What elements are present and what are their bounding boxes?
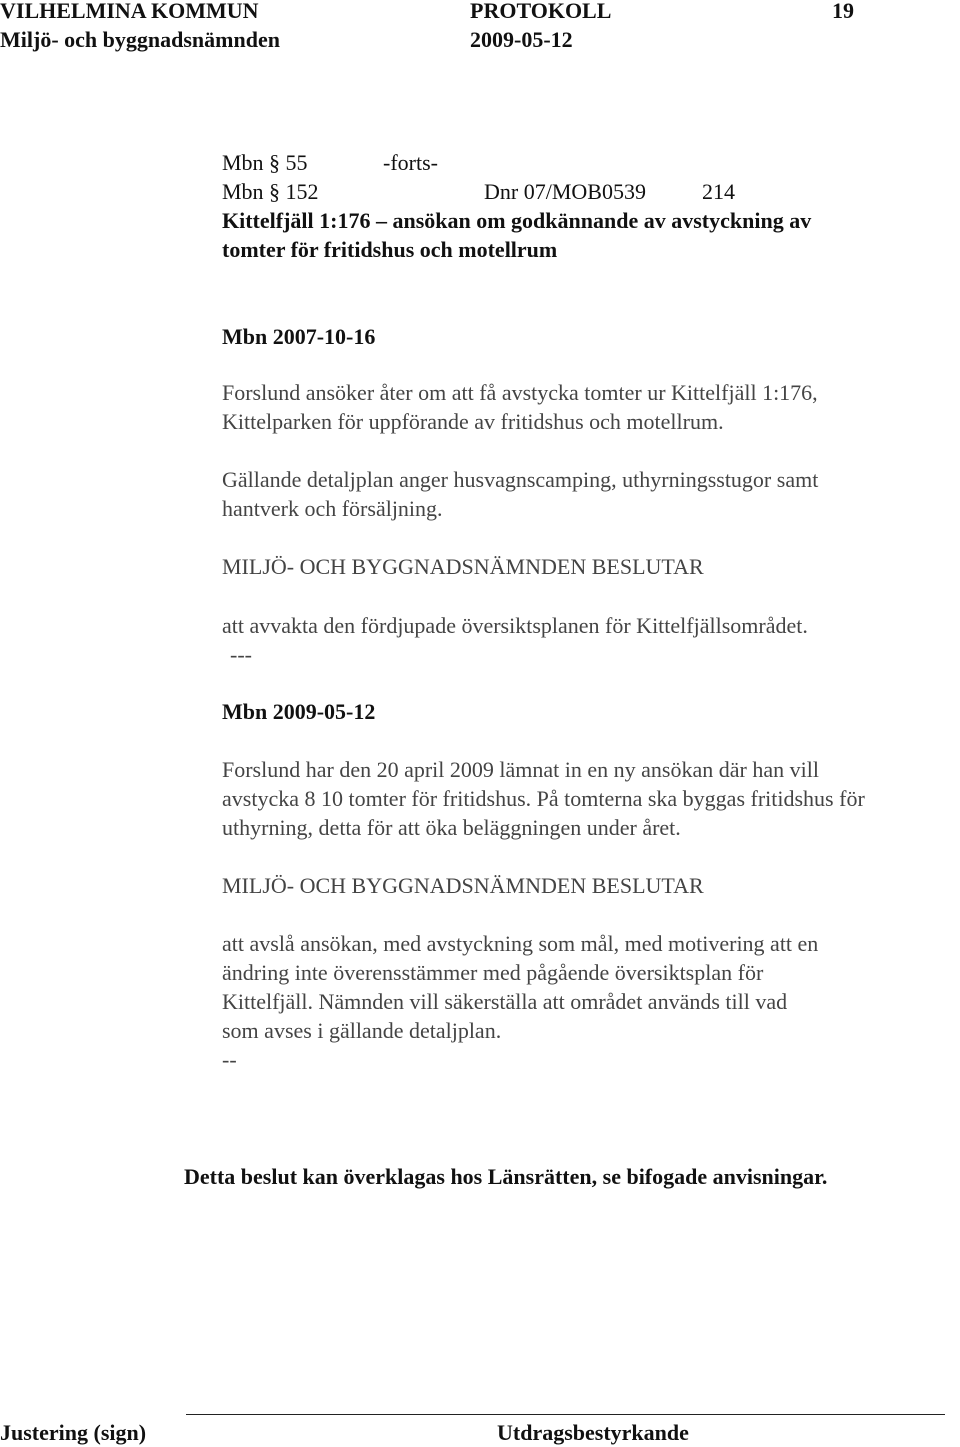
footer-justering: Justering (sign) (0, 1420, 147, 1445)
paragraph-line: uthyrning, detta för att öka beläggningen under året. (222, 815, 681, 840)
paragraph-line: Forslund ansöker åter om att få avstycka tomter ur Kittelfjäll 1:176, (222, 380, 818, 405)
decision-text-line: ändring inte överensstämmer med pågående översiktsplan för (222, 960, 764, 985)
decision-text: att avvakta den fördjupade översiktsplanen för Kittelfjällsområdet. (222, 613, 808, 638)
committee-name: Miljö- och byggnadsnämnden (0, 27, 280, 52)
paragraph-line: Kittelparken för uppförande av fritidshus och motellrum. (222, 409, 724, 434)
meeting-date: 2009-05-12 (470, 27, 573, 52)
signature-rule (186, 1414, 945, 1415)
reference-forts: -forts- (383, 150, 438, 175)
municipality-name: VILHELMINA KOMMUN (0, 0, 259, 23)
reference-mbn-55: Mbn § 55 (222, 150, 308, 175)
matter-title-line2: tomter för fritidshus och motellrum (222, 237, 558, 262)
page-number: 19 (832, 0, 854, 23)
separator: --- (230, 642, 252, 667)
decision-text-line: att avslå ansökan, med avstyckning som mål, med motivering att en (222, 931, 819, 956)
diary-number: Dnr 07/MOB0539 (484, 179, 646, 204)
reference-mbn-152: Mbn § 152 (222, 179, 319, 204)
decision-text-line: som avses i gällande detaljplan. (222, 1018, 502, 1043)
decision-heading: MILJÖ- OCH BYGGNADSNÄMNDEN BESLUTAR (222, 554, 704, 579)
separator: -- (222, 1047, 237, 1072)
matter-title-line1: Kittelfjäll 1:176 – ansökan om godkännande av avstyckning av (222, 208, 812, 233)
paragraph-line: hantverk och försäljning. (222, 496, 443, 521)
paragraph-line: Gällande detaljplan anger husvagnscamping, uthyrningsstugor samt (222, 467, 819, 492)
document-type: PROTOKOLL (470, 0, 612, 23)
decision-text-line: Kittelfjäll. Nämnden vill säkerställa att området används till vad (222, 989, 788, 1014)
archive-code: 214 (702, 179, 735, 204)
paragraph-line: Forslund har den 20 april 2009 lämnat in en ny ansökan där han vill (222, 757, 819, 782)
section-heading-2007: Mbn 2007-10-16 (222, 324, 376, 349)
section-heading-2009: Mbn 2009-05-12 (222, 699, 376, 724)
appeal-notice: Detta beslut kan överklagas hos Länsrätten, se bifogade anvisningar. (184, 1164, 828, 1189)
paragraph-line: avstycka 8 10 tomter för fritidshus. På tomterna ska byggas fritidshus för (222, 786, 865, 811)
footer-utdragsbestyrkande: Utdragsbestyrkande (497, 1420, 689, 1445)
decision-heading: MILJÖ- OCH BYGGNADSNÄMNDEN BESLUTAR (222, 873, 704, 898)
